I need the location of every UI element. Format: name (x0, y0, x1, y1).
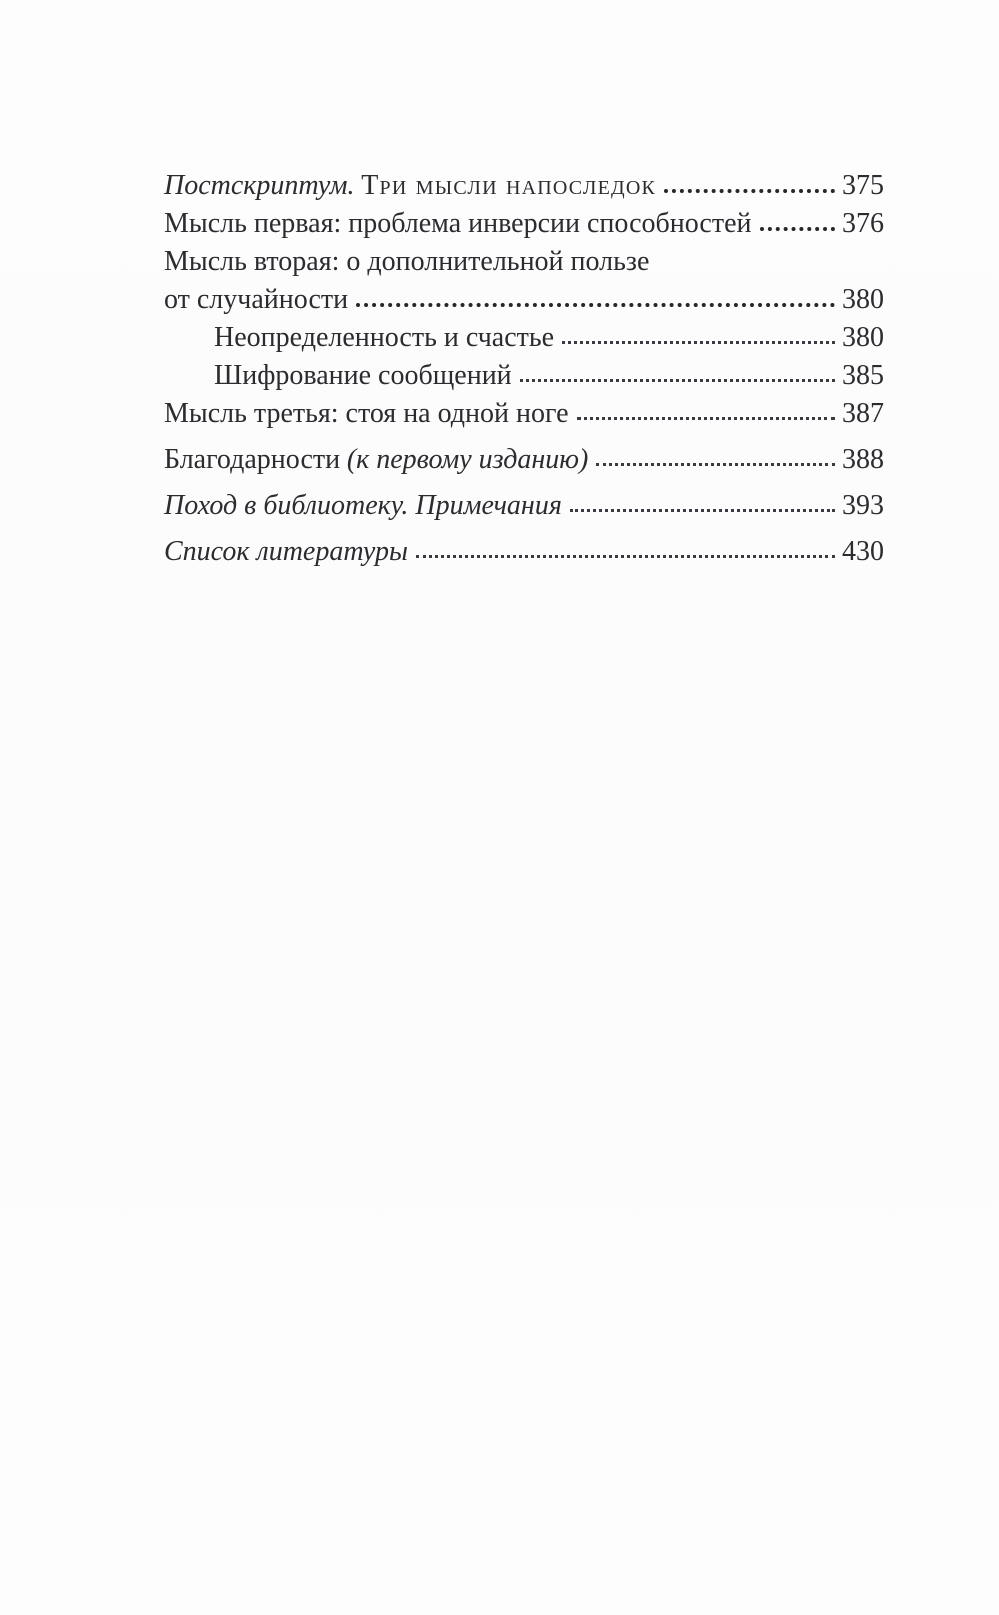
toc-entry-title-regular-part: Благодарности (164, 444, 341, 475)
toc-page-number: 387 (842, 398, 884, 429)
toc-entry-thought-two-line2 (164, 281, 884, 319)
toc-entry-title (164, 167, 656, 205)
toc-entry-title: Мысль третья: стоя на одной ноге (164, 398, 569, 429)
table-of-contents (164, 167, 884, 571)
toc-entry-title-italic-part: (к первому изданию) (346, 444, 589, 475)
toc-entry-title: Неопределенность и счастье (214, 322, 555, 353)
dot-leader (760, 227, 835, 231)
toc-page-number: 380 (842, 284, 884, 315)
dot-leader (520, 379, 835, 382)
toc-entry-title: Шифрование сообщений (214, 360, 512, 391)
toc-entry-bibliography (164, 533, 884, 571)
toc-page-number: 385 (842, 360, 884, 391)
toc-entry-thought-one (164, 205, 884, 243)
toc-entry-title: Мысль вторая: о дополнительной пользе (164, 246, 650, 277)
dot-leader (356, 303, 835, 307)
toc-entry-postscriptum (164, 167, 884, 205)
dot-leader (416, 555, 835, 558)
dot-leader (577, 417, 835, 420)
toc-entry-thought-three (164, 395, 884, 433)
toc-entry-thought-two-line1 (164, 243, 884, 281)
toc-page-number: 388 (842, 444, 884, 475)
dot-leader (570, 509, 835, 512)
toc-subentry-encryption (164, 357, 884, 395)
toc-entry-title: Список литературы (164, 536, 408, 567)
toc-entry-title: Мысль первая: проблема инверсии способностей (164, 208, 752, 239)
toc-page-number: 393 (842, 490, 884, 521)
toc-page-number: 376 (842, 208, 884, 239)
toc-entry-title-smallcaps-part: Три мысли напоследок (361, 170, 657, 201)
toc-page-number: 375 (842, 170, 884, 201)
toc-entry-title-italic-part: Постскриптум. (164, 170, 355, 201)
toc-entry-title: от случайности (164, 284, 349, 315)
toc-entry-acknowledgements (164, 441, 884, 479)
dot-leader (562, 341, 835, 344)
toc-page-number: 380 (842, 322, 884, 353)
toc-entry-library-notes (164, 487, 884, 525)
toc-page-number: 430 (842, 536, 884, 567)
dot-leader (596, 463, 835, 466)
dot-leader (664, 189, 835, 193)
toc-entry-title: Поход в библиотеку. Примечания (164, 490, 562, 521)
toc-entry-title (164, 441, 588, 479)
toc-subentry-uncertainty (164, 319, 884, 357)
